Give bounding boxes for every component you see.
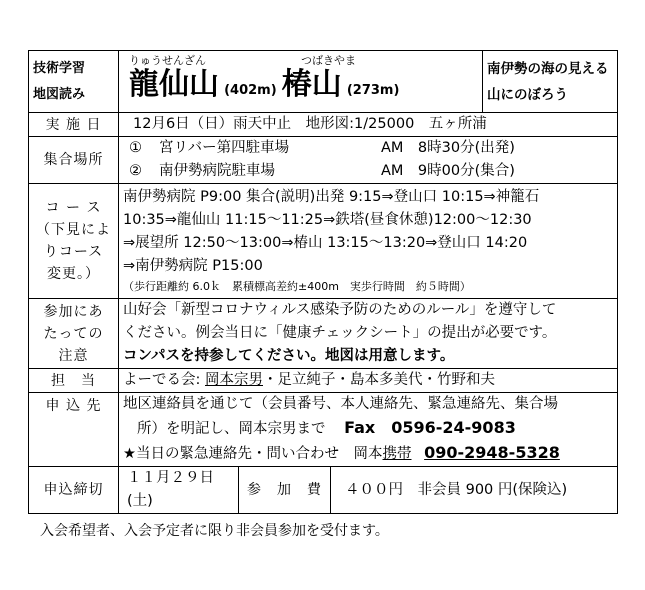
deadline-label: 申込締切: [29, 467, 119, 514]
event-notice-table: [28, 50, 618, 514]
mountain-tsubakiyama: 椿山: [281, 66, 342, 102]
mobile-number: 090-2948-5328: [424, 443, 560, 462]
header-title-cell: [119, 51, 483, 113]
course-note: （歩行距離約 6.0ｋ 累積標高差約±400m 実歩行時間 約５時間）: [123, 280, 471, 293]
header-right-line2: 山にのぼろう: [487, 86, 569, 103]
staff-label: 担 当: [29, 369, 119, 393]
course-label: コ ー ス （下見によ りコース 変更。）: [29, 184, 119, 299]
deadline-row: [29, 467, 618, 514]
meeting-row: [29, 137, 618, 184]
staff-leader: 岡本宗男: [205, 372, 263, 388]
fee-value: ４００円 非会員 900 円(保険込): [331, 467, 618, 514]
notes-row: [29, 299, 618, 369]
course-line-1: 南伊勢病院 P9:00 集合(説明)出発 9:15⇒登山口 10:15⇒神籠石: [123, 189, 540, 205]
header-row: [29, 51, 618, 113]
date-label: 実 施 日: [29, 113, 119, 137]
fee-label: 参 加 費: [239, 467, 331, 514]
staff-others: ・足立純子・島本多美代・竹野和夫: [263, 372, 495, 388]
title-ruby: [129, 55, 478, 67]
date-row: [29, 113, 618, 137]
notes-compass: コンパスを持参してください。地図は用意します。: [123, 348, 455, 364]
notes-line-1: 山好会「新型コロナウィルス感染予防のためのルール」を遵守して: [123, 302, 557, 318]
notes-line-2: ください。例会当日に「健康チェックシート」の提出が必要です。: [123, 325, 557, 341]
meeting-item-1: ① 宮リバー第四駐車場 AM 8時30分(出発): [129, 140, 515, 156]
apply-line-3: ★当日の緊急連絡先・問い合わせ 岡本携帯 090-2948-5328: [123, 443, 560, 462]
course-line-4: ⇒南伊勢病院 P15:00: [123, 258, 263, 274]
course-row: [29, 184, 618, 299]
notes-label: 参加にあ たっての 注意: [29, 299, 119, 369]
course-line-3: ⇒展望所 12:50～13:00⇒椿山 13:15～13:20⇒登山口 14:20: [123, 235, 528, 251]
apply-fax: Fax 0596-24-9083: [344, 418, 516, 437]
ruby-ryusenzan: りゅうせんざん: [129, 53, 206, 67]
apply-line-2: 所）を明記し、岡本宗男まで Fax 0596-24-9083: [137, 418, 516, 437]
mountain-ryusenzan: 龍仙山: [129, 66, 219, 102]
staff-row: [29, 369, 618, 393]
header-left-cell: [29, 51, 119, 113]
deadline-value: １１月２９日(土): [119, 467, 239, 514]
course-line-2: 10:35⇒龍仙山 11:15～11:25⇒鉄塔(昼食休憩)12:00～12:30: [123, 212, 532, 228]
meeting-label: 集合場所: [29, 137, 119, 184]
header-right-cell: [483, 51, 618, 113]
date-value: 12月6日（日）雨天中止 地形図:1/25000 五ヶ所浦: [119, 113, 618, 137]
apply-label: 申 込 先: [29, 393, 119, 467]
page-title: [129, 67, 478, 109]
footer-note: 入会希望者、入会予定者に限り非会員参加を受付ます。: [40, 523, 389, 539]
header-right-line1: 南伊勢の海の見える: [487, 60, 609, 77]
header-left-line1: 技術学習: [33, 60, 86, 76]
meeting-item-2: ② 南伊勢病院駐車場 AM 9時00分(集合): [129, 163, 515, 179]
ruby-tsubakiyama: つばきやま: [301, 53, 356, 67]
mobile-label: 携帯: [382, 446, 412, 462]
header-left-line2: 地図読み: [33, 86, 86, 102]
apply-line-1: 地区連絡員を通じて（会員番号、本人連絡先、緊急連絡先、集合場: [123, 396, 558, 412]
staff-prefix: よーでる会:: [123, 372, 201, 388]
apply-row: [29, 393, 618, 467]
altitude-tsubakiyama: (273m): [346, 82, 400, 98]
altitude-ryusenzan: (402m): [224, 82, 277, 98]
